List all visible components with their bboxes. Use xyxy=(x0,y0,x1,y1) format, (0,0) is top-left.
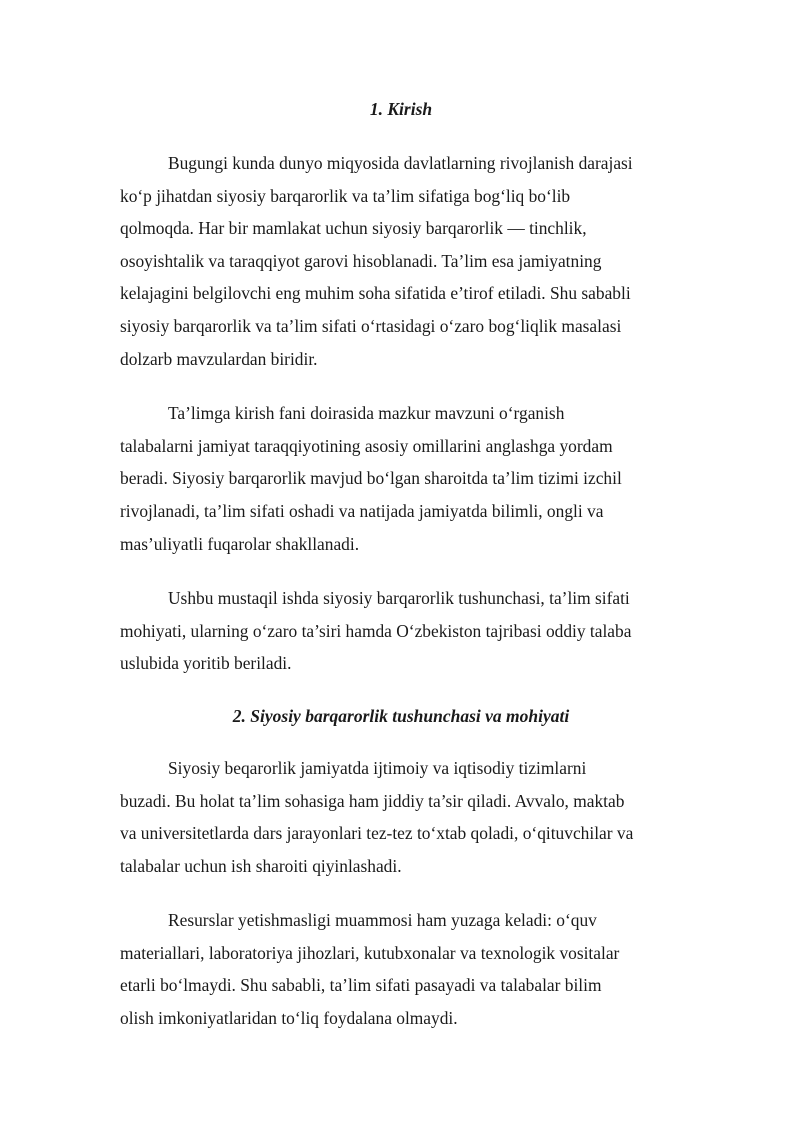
section-2-heading: 2. Siyosiy barqarorlik tushunchasi va mohiyati xyxy=(232,705,570,726)
text-line: talabalarni jamiyat taraqqiyotining asosiy omillarini anglashga yordam xyxy=(120,435,613,456)
text-line: Bugungi kunda dunyo miqyosida davlatlarning rivojlanish darajasi xyxy=(168,153,633,173)
text-line: osoyishtalik va taraqqiyot garovi hisoblanadi. Ta’lim esa jamiyatning xyxy=(120,250,602,271)
text-line: Resurslar yetishmasligi muammosi ham yuzaga keladi: o‘quv xyxy=(168,910,597,931)
text-line: beradi. Siyosiy barqarorlik mavjud bo‘lgan sharoitda ta’lim tizimi izchil xyxy=(120,468,622,489)
section-2-paragraph-2 xyxy=(120,904,682,1034)
text-line: ko‘p jihatdan siyosiy barqarorlik va ta’lim sifatiga bog‘liq bo‘lib xyxy=(120,185,571,206)
text-line: Siyosiy beqarorlik jamiyatda ijtimoiy va iqtisodiy tizimlarni xyxy=(168,757,587,778)
text-line: uslubida yoritib beriladi. xyxy=(120,653,292,674)
text-line: qolmoqda. Har bir mamlakat uchun siyosiy barqarorlik — tinchlik, xyxy=(120,218,587,239)
text-line: va universitetlarda dars jarayonlari tez-tez to‘xtab qoladi, o‘qituvchilar va xyxy=(120,823,634,844)
text-line: olish imkoniyatlaridan to‘liq foydalana olmaydi. xyxy=(120,1008,458,1029)
section-1-heading: 1. Kirish xyxy=(369,99,433,119)
section-1-paragraph-3 xyxy=(120,582,682,680)
text-line: talabalar uchun ish sharoiti qiyinlashadi. xyxy=(120,855,402,876)
text-line: Ta’limga kirish fani doirasida mazkur mavzuni o‘rganish xyxy=(168,403,565,424)
text-line: etarli bo‘lmaydi. Shu sababli, ta’lim sifati pasayadi va talabalar bilim xyxy=(120,975,602,996)
text-line: Ushbu mustaqil ishda siyosiy barqarorlik tushunchasi, ta’lim sifati xyxy=(168,588,630,609)
text-line: rivojlanadi, ta’lim sifati oshadi va natijada jamiyatda bilimli, ongli va xyxy=(120,500,604,521)
section-1-paragraph-1 xyxy=(120,147,682,375)
text-line: kelajagini belgilovchi eng muhim soha sifatida e’tirof etiladi. Shu sababli xyxy=(120,283,631,304)
text-line: siyosiy barqarorlik va ta’lim sifati o‘rtasidagi o‘zaro bog‘liqlik masalasi xyxy=(120,315,622,336)
section-1-paragraph-2 xyxy=(120,397,682,560)
text-line: materiallari, laboratoriya jihozlari, kutubxonalar va texnologik vositalar xyxy=(120,942,620,963)
text-line: mohiyati, ularning o‘zaro ta’siri hamda O‘zbekiston tajribasi oddiy talaba xyxy=(120,620,632,641)
section-2-paragraph-1 xyxy=(120,752,682,882)
text-line: mas’uliyatli fuqarolar shakllanadi. xyxy=(120,533,360,554)
text-line: dolzarb mavzulardan biridir. xyxy=(120,348,318,369)
text-line: buzadi. Bu holat ta’lim sohasiga ham jiddiy ta’sir qiladi. Avvalo, maktab xyxy=(120,790,625,811)
